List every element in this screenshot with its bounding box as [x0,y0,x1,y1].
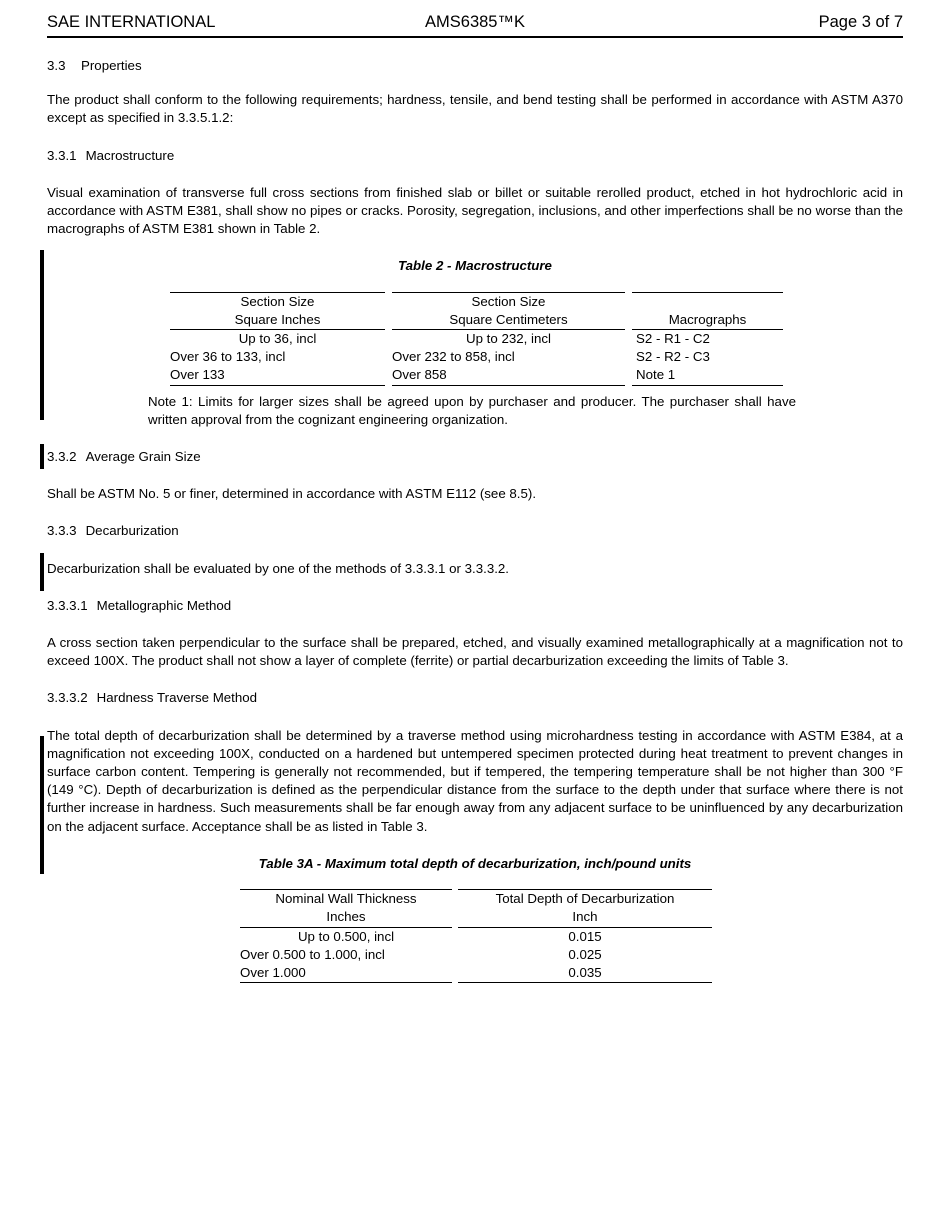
table-row [240,946,712,964]
table-header-row [240,908,712,927]
table-cell: Up to 36, incl [238,331,317,347]
section-heading-3-3-3-2 [47,689,903,707]
table3a-caption: Table 3A - Maximum total depth of decarburization, inch/pound units [258,855,692,871]
table-cell: Over 232 to 858, incl [392,349,515,365]
section-heading-3-3-3-1 [47,597,903,615]
table-row [240,928,712,946]
table-row [170,348,783,366]
page-number: Page 3 of 7 [818,13,903,31]
table-cell: Note 1 [632,366,783,385]
section-title: Decarburization [85,523,179,539]
header-cell: Nominal Wall Thickness [240,889,452,908]
header-cell: Inch [458,908,712,927]
header-cell: Square Inches [170,311,385,330]
section-title: Metallographic Method [96,597,232,613]
table2-note: Note 1: Limits for larger sizes shall be agreed upon by purchaser and producer. The purchaser shall have written approval from the cognizant engineering organization. [148,393,796,427]
section-title: Average Grain Size [85,449,201,465]
header-cell: Section Size [392,292,625,311]
paragraph-hardness-traverse: The total depth of decarburization shall be determined by a traverse method using microhardness testing in accordance with ASTM E384, at a magnification not exceeding 100X, conducted on a hardened but untempered specimen protected during heat treatment to prevent changes in surface carbon content. Tempering is generally not recommended, but if tempered, the tempering temperature shall be not higher than 300 °F (149 °C). Depth of decarburization is defined as the perpendicular distance from the surface to the depth under that surface where there is not further increase in hardness. Such measurements shall be far enough away from any adjacent surface to be uninfluenced by any decarburization on the adjacent surface. Acceptance shall be as listed in Table 3. [47,727,903,834]
section-number: 3.3.3.2 [47,690,88,706]
table-cell: 0.015 [568,928,602,944]
table-row [170,366,783,385]
table-cell: Over 36 to 133, incl [170,349,286,365]
page-header [47,13,903,38]
section-heading-3-3-2 [47,448,903,466]
table-row [170,330,783,348]
section-title: Hardness Traverse Method [96,690,258,706]
section-heading-3-3-3 [47,522,903,540]
table-cell: Over 0.500 to 1.000, incl [240,946,385,962]
table2-macrostructure [163,292,790,386]
table-cell: S2 - R2 - C3 [636,349,710,365]
table-cell: Up to 232, incl [465,331,551,347]
section-number: 3.3.3.1 [47,597,88,613]
publisher-name: SAE INTERNATIONAL [47,13,216,31]
table-cell: 0.025 [568,946,602,962]
paragraph-grain-size: Shall be ASTM No. 5 or finer, determined in accordance with ASTM E112 (see 8.5). [47,486,537,502]
table-cell: Over 1.000 [240,964,452,983]
section-number: 3.3.2 [47,449,77,465]
revision-change-bar [40,736,44,874]
table-cell: S2 - R1 - C2 [636,331,710,347]
table-cell: Over 858 [392,366,625,385]
paragraph-decarburization: Decarburization shall be evaluated by one of the methods of 3.3.3.1 or 3.3.3.2. [47,560,509,576]
header-cell [632,292,783,311]
paragraph-intro: The product shall conform to the following requirements; hardness, tensile, and bend testing shall be performed in accordance with ASTM A370 except as specified in 3.3.5.1.2: [47,92,903,126]
header-cell: Section Size [170,292,385,311]
revision-change-bar [40,250,44,420]
table-header-row [170,311,783,330]
table-header-row [170,292,783,311]
table3a-decarburization [234,889,718,983]
table-cell: Up to 0.500, incl [297,928,395,944]
section-heading-3-3-1 [47,147,903,165]
table-cell: Over 133 [170,366,385,385]
header-cell: Square Centimeters [392,311,625,330]
section-number: 3.3.3 [47,523,77,539]
document-number: AMS6385™K [425,13,525,31]
header-cell: Total Depth of Decarburization [458,889,712,908]
section-number: 3.3 [47,58,66,73]
page-content [47,0,903,983]
paragraph-macrostructure: Visual examination of transverse full cross sections from finished slab or billet or suitable rerolled product, etched in hot hydrochloric acid in accordance with ASTM E381, shall show no pipes or cracks. Porosity, segregation, inclusions, and other imperfections shall be no worse than the macrographs of ASTM E381 shown in Table 2. [47,184,903,237]
paragraph-metallographic: A cross section taken perpendicular to the surface shall be prepared, etched, and visually examined metallographically at a magnification not to exceed 100X. The product shall not show a layer of complete (ferrite) or partial decarburization exceeding the limits of Table 3. [47,635,903,669]
section-title: Macrostructure [85,147,175,163]
table-row [240,964,712,983]
section-title: Properties [81,58,142,73]
section-number: 3.3.1 [47,147,77,163]
table-header-row [240,889,712,908]
header-cell: Inches [240,908,452,927]
revision-change-bar [40,553,44,591]
revision-change-bar [40,444,44,469]
header-cell: Macrographs [632,311,783,330]
table2-caption: Table 2 - Macrostructure [398,258,552,274]
table-cell: 0.035 [458,964,712,983]
section-heading-3-3 [47,57,903,75]
